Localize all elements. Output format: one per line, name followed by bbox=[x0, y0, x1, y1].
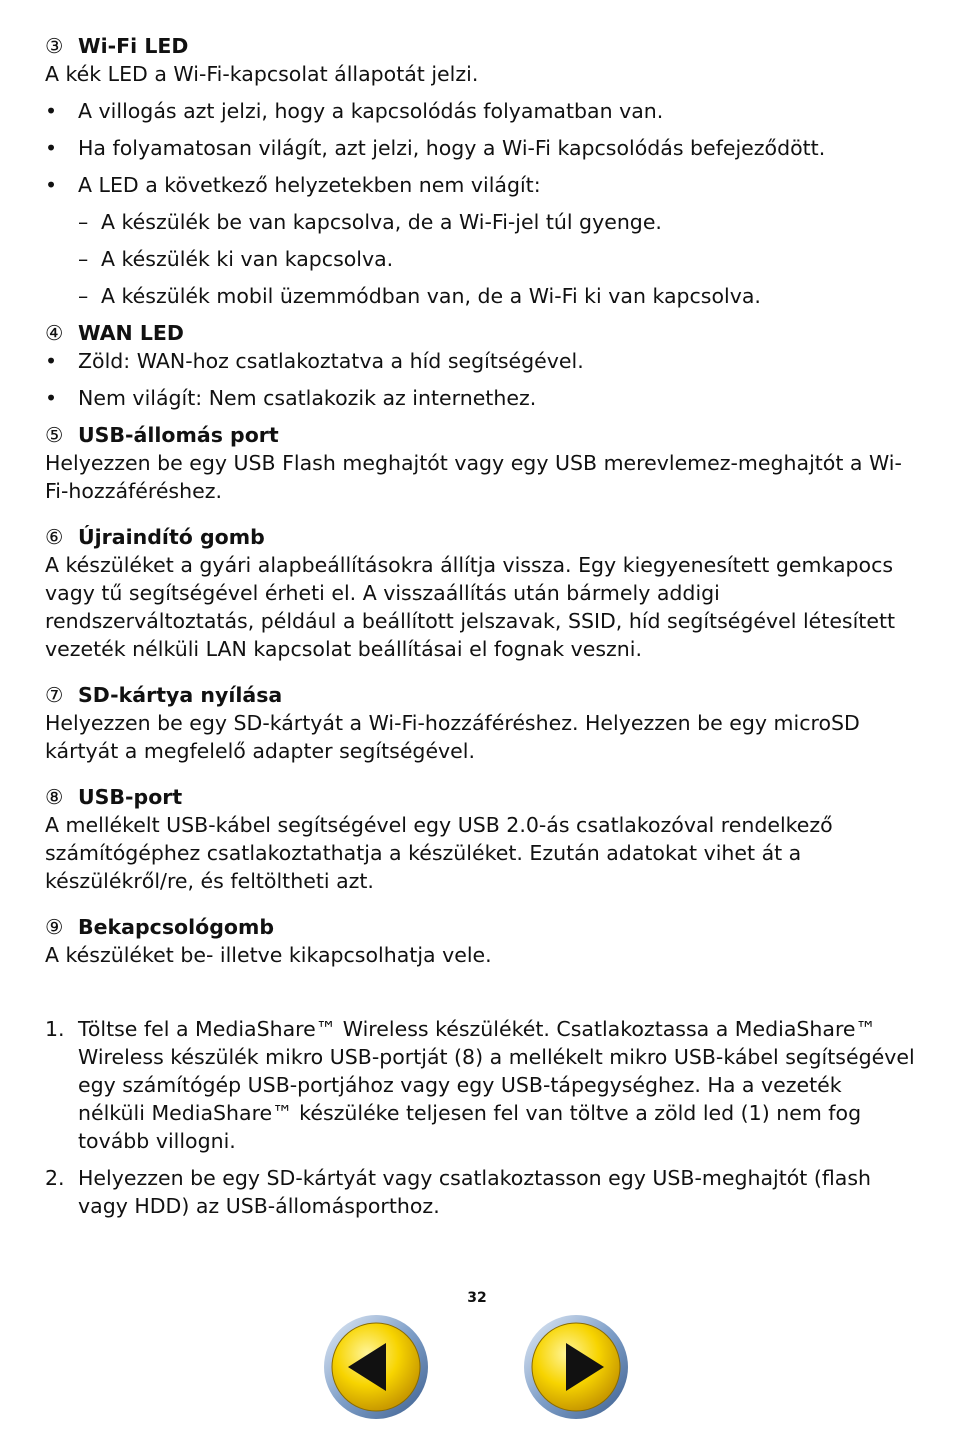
step-text: Töltse fel a MediaShare™ Wireless készülékét. Csatlakoztassa a MediaShare™ Wireless készülék mikro USB-portját (8) a mellékelt mikro USB-kábel segítségével egy számítógép USB-portjához vagy egy USB-tápegységhez. Ha a vezeték nélküli MediaShare™ készüléke teljesen fel van töltve a zöld led (1) nem fog tovább villogni. bbox=[78, 1017, 915, 1153]
section-title: USB-állomás port bbox=[78, 423, 279, 447]
section-usb-port bbox=[45, 783, 915, 895]
section-heading bbox=[45, 421, 915, 449]
section-heading bbox=[45, 913, 915, 941]
step-item bbox=[45, 1164, 915, 1220]
callout-number: ④ bbox=[45, 321, 64, 345]
section-heading bbox=[45, 681, 915, 709]
next-arrow-icon bbox=[522, 1313, 630, 1421]
section-power-button bbox=[45, 913, 915, 969]
section-title: USB-port bbox=[78, 785, 183, 809]
list-item-text: A LED a következő helyzetekben nem világít: bbox=[78, 173, 541, 197]
bullet-list bbox=[45, 347, 915, 412]
step-number: 1. bbox=[45, 1017, 65, 1041]
callout-number: ⑦ bbox=[45, 683, 64, 707]
section-heading bbox=[45, 319, 915, 347]
section-text: Helyezzen be egy USB Flash meghajtót vagy egy USB merevlemez-meghajtót a Wi-Fi-hozzáféréshez. bbox=[45, 451, 902, 503]
list-item bbox=[45, 171, 915, 310]
section-title: SD-kártya nyílása bbox=[78, 683, 283, 707]
section-title: Wi-Fi LED bbox=[78, 34, 189, 58]
sub-list-item: – A készülék mobil üzemmódban van, de a Wi-Fi ki van kapcsolva. bbox=[78, 282, 915, 310]
section-heading bbox=[45, 523, 915, 551]
page-number: 32 bbox=[467, 1290, 487, 1306]
section-reset-button bbox=[45, 523, 915, 663]
callout-number: ⑨ bbox=[45, 915, 64, 939]
previous-arrow-icon bbox=[322, 1313, 430, 1421]
sub-list bbox=[78, 208, 915, 310]
document-page bbox=[45, 32, 915, 1229]
list-item: • Zöld: WAN-hoz csatlakoztatva a híd segítségével. bbox=[45, 347, 915, 375]
section-sd-slot bbox=[45, 681, 915, 765]
section-text: A készüléket a gyári alapbeállításokra állítja vissza. Egy kiegyenesített gemkapocs vagy tű segítségével érheti el. A visszaállítás után bármely addigi rendszerváltoztatás, például a beállított jelszavak, SSID, híd segítségével létesített vezeték nélküli LAN kapcsolat beállításai el fognak veszni. bbox=[45, 553, 896, 661]
step-number: 2. bbox=[45, 1166, 65, 1190]
callout-number: ③ bbox=[45, 34, 64, 58]
section-title: WAN LED bbox=[78, 321, 184, 345]
section-text: A készüléket be- illetve kikapcsolhatja vele. bbox=[45, 943, 492, 967]
list-item: • Nem világít: Nem csatlakozik az internethez. bbox=[45, 384, 915, 412]
step-text: Helyezzen be egy SD-kártyát vagy csatlakoztasson egy USB-meghajtót (flash vagy HDD) az USB-állomásporthoz. bbox=[78, 1166, 872, 1218]
list-item: • A villogás azt jelzi, hogy a kapcsolódás folyamatban van. bbox=[45, 97, 915, 125]
spacer bbox=[45, 978, 915, 1015]
section-heading bbox=[45, 783, 915, 811]
bullet-list bbox=[45, 97, 915, 310]
section-wan-led bbox=[45, 319, 915, 412]
callout-number: ⑤ bbox=[45, 423, 64, 447]
step-item bbox=[45, 1015, 915, 1155]
sub-list-item: – A készülék be van kapcsolva, de a Wi-Fi-jel túl gyenge. bbox=[78, 208, 915, 236]
section-text: A mellékelt USB-kábel segítségével egy USB 2.0-ás csatlakozóval rendelkező számítógéphez csatlakoztathatja a készüléket. Ezután adatokat vihet át a készülékről/re, és feltöltheti azt. bbox=[45, 813, 833, 893]
next-page-button[interactable] bbox=[522, 1313, 630, 1421]
section-intro: A kék LED a Wi-Fi-kapcsolat állapotát jelzi. bbox=[45, 62, 479, 86]
section-title: Újraindító gomb bbox=[78, 525, 265, 549]
section-title: Bekapcsológomb bbox=[78, 915, 275, 939]
section-text: Helyezzen be egy SD-kártyát a Wi-Fi-hozzáféréshez. Helyezzen be egy microSD kártyát a megfelelő adapter segítségével. bbox=[45, 711, 860, 763]
previous-page-button[interactable] bbox=[322, 1313, 430, 1421]
section-usb-host-port bbox=[45, 421, 915, 505]
list-item: • Ha folyamatosan világít, azt jelzi, hogy a Wi-Fi kapcsolódás befejeződött. bbox=[45, 134, 915, 162]
callout-number: ⑧ bbox=[45, 785, 64, 809]
sub-list-item: – A készülék ki van kapcsolva. bbox=[78, 245, 915, 273]
section-wifi-led bbox=[45, 32, 915, 310]
callout-number: ⑥ bbox=[45, 525, 64, 549]
section-heading bbox=[45, 32, 915, 60]
steps-list bbox=[45, 1015, 915, 1220]
